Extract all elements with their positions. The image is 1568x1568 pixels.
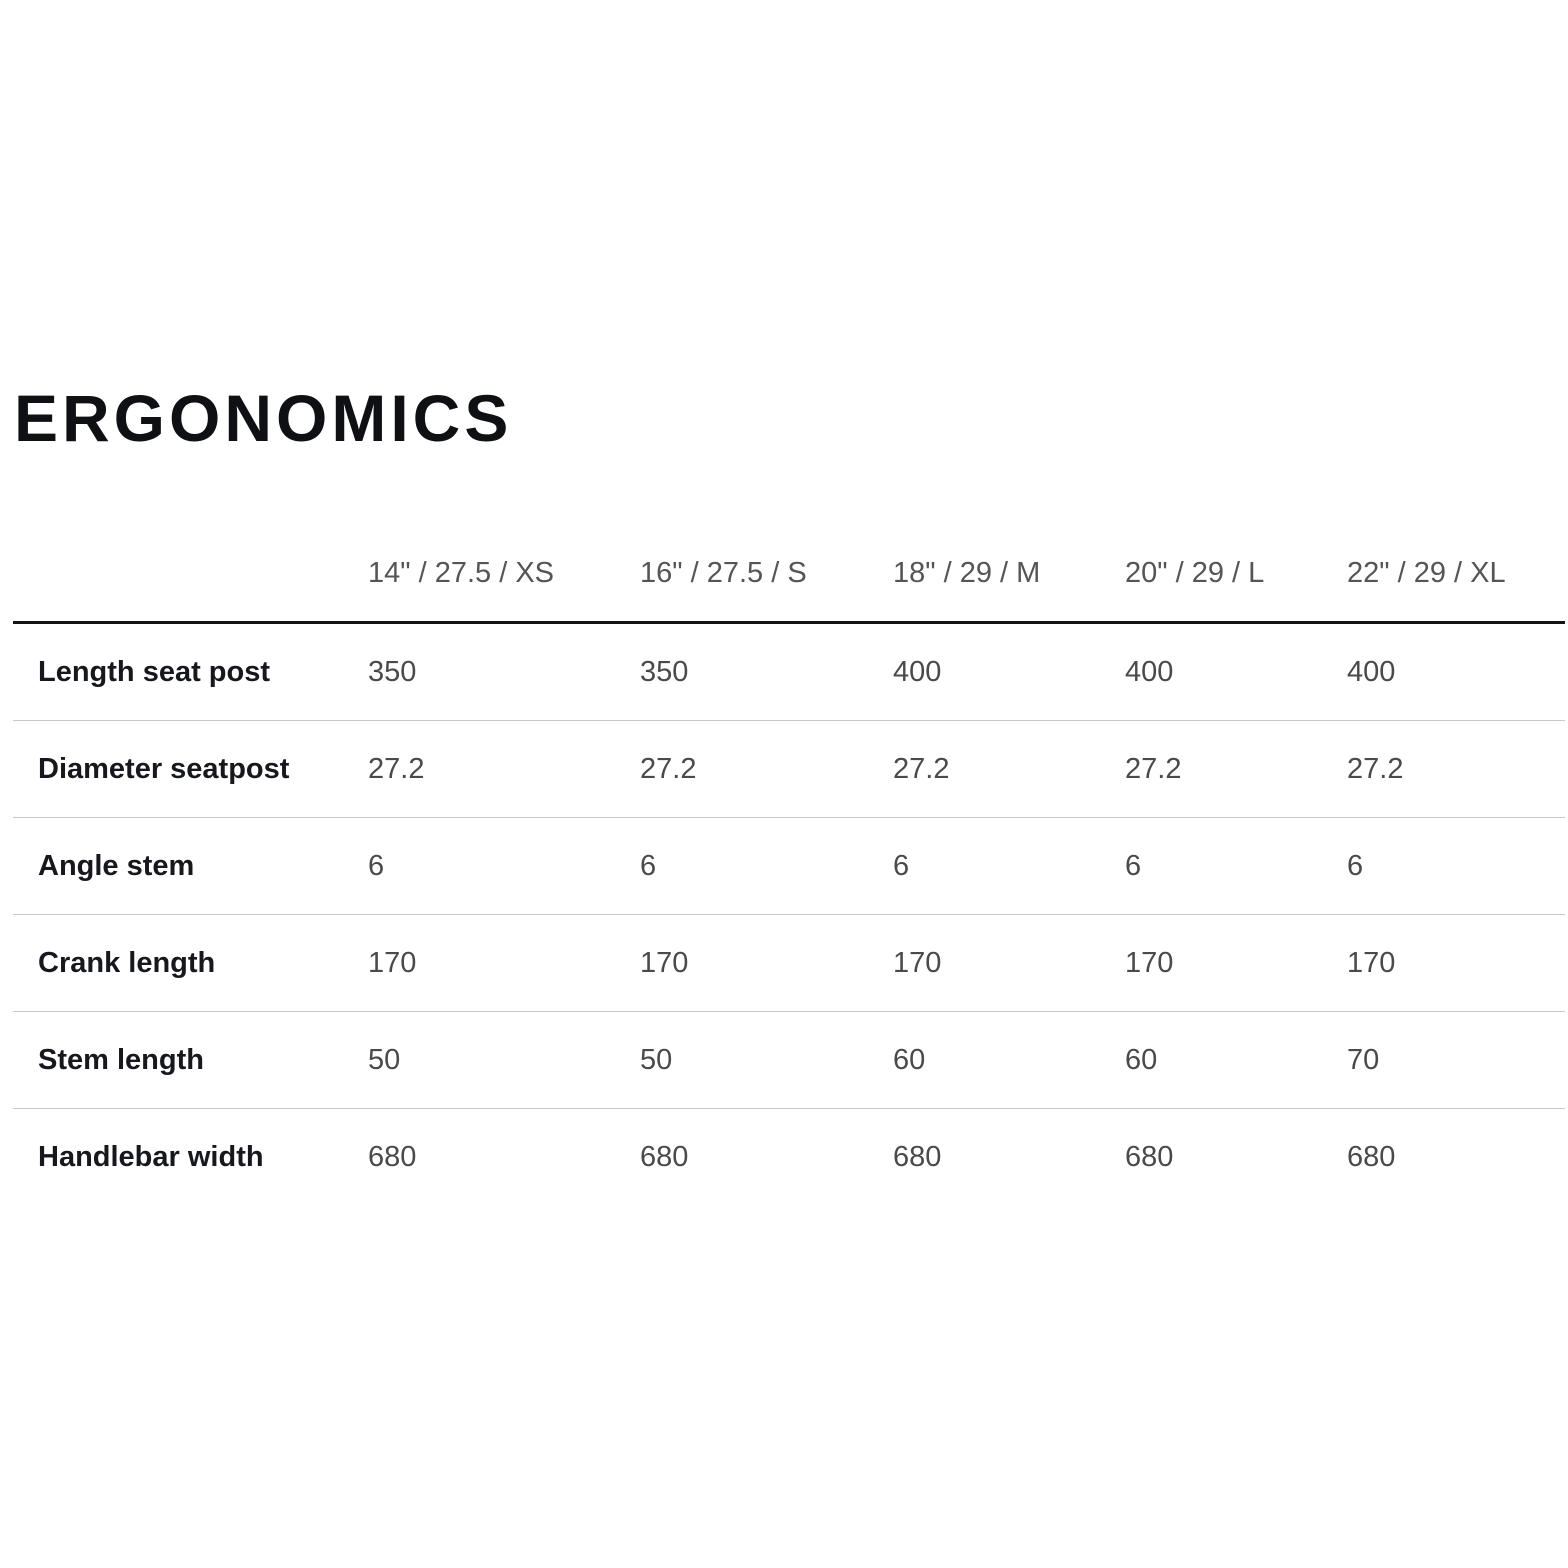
table-cell: 27.2 [628,721,881,818]
table-cell: 6 [1113,818,1335,915]
column-header-size-4: 20" / 29 / L [1113,525,1335,623]
table-cell: 680 [1347,1140,1396,1173]
row-label: Handlebar width [38,1140,264,1173]
row-label: Diameter seatpost [13,721,356,818]
row-label: Stem length [13,1012,356,1109]
table-cell: 170 [356,915,628,1012]
section-title: ERGONOMICS [14,381,513,455]
table-cell: 27.2 [1113,721,1335,818]
table-cell: 350 [628,623,881,721]
table-cell: 6 [1335,818,1565,915]
column-header-size-3: 18" / 29 / M [881,525,1113,623]
table-cell: 400 [881,623,1113,721]
table-cell: 170 [628,915,881,1012]
table-cell: 680 [640,1140,689,1173]
table-cell: 27.2 [1335,721,1565,818]
row-label: Angle stem [13,818,356,915]
table-cell: 680 [1125,1140,1174,1173]
header-corner-cell [13,525,356,623]
row-label: Length seat post [13,623,356,721]
column-header-size-2: 16" / 27.5 / S [628,525,881,623]
table-cell: 27.2 [356,721,628,818]
table-cell: 27.2 [881,721,1113,818]
table-cell: 6 [881,818,1113,915]
table-cell: 70 [1335,1012,1565,1109]
header-row [13,525,1565,623]
table-cell: 170 [881,915,1113,1012]
column-header-size-5: 22" / 29 / XL [1335,525,1565,623]
table-cell: 680 [368,1140,417,1173]
ergonomics-table [13,525,1565,1205]
table-cell: 6 [356,818,628,915]
table-cell: 350 [356,623,628,721]
row-label: Crank length [13,915,356,1012]
column-header-size-1: 14" / 27.5 / XS [356,525,628,623]
table-row-crank-length [13,915,1565,1012]
table-row-length-seat-post [13,623,1565,721]
table-header [13,525,1565,623]
table-cell: 400 [1335,623,1565,721]
table-cell: 50 [356,1012,628,1109]
table-cell: 680 [893,1140,942,1173]
table-body [13,623,1565,1206]
table-row-angle-stem [13,818,1565,915]
table-row-handlebar-width [13,1109,1565,1206]
table-cell: 400 [1113,623,1335,721]
table-row-diameter-seatpost [13,721,1565,818]
table-cell: 170 [1113,915,1335,1012]
table-cell: 170 [1335,915,1565,1012]
table-cell: 6 [628,818,881,915]
table-row-stem-length [13,1012,1565,1109]
table-cell: 60 [881,1012,1113,1109]
table-cell: 50 [628,1012,881,1109]
table-cell: 60 [1113,1012,1335,1109]
